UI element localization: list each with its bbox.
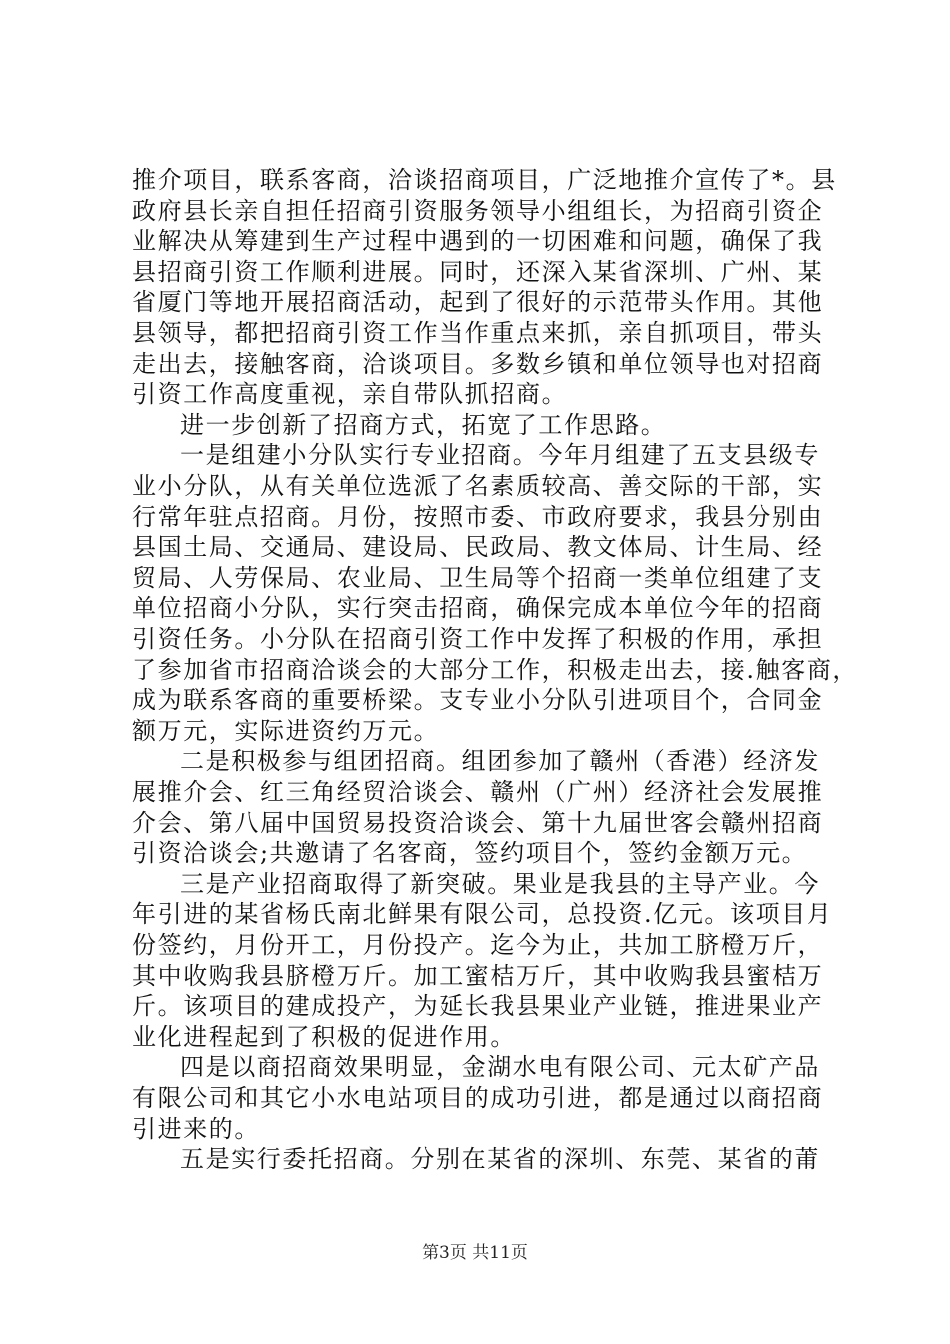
body-line: 介会、第八届中国贸易投资洽谈会、第十九届世客会赣州招商 (132, 809, 824, 837)
body-line: 推介项目，联系客商，洽谈招商项目，广泛地推介宣传了*。县 (132, 166, 837, 194)
body-line: 引进来的。 (132, 1115, 260, 1143)
body-line: 业小分队，从有关单位选派了名素质较高、善交际的干部，实 (132, 472, 824, 500)
body-line: 了参加省市招商洽谈会的大部分工作，积极走出去，接.触客商， (132, 656, 859, 684)
body-line: 业化进程起到了积极的促进作用。 (132, 1023, 516, 1051)
body-line: 县领导，都把招商引资工作当作重点来抓，亲自抓项目，带头 (132, 319, 824, 347)
paragraph-start-line: 一是组建小分队实行专业招商。今年月组建了五支县级专 (180, 441, 820, 469)
body-line: 份签约，月份开工，月份投产。迄今为止，共加工脐橙万斤， (132, 931, 824, 959)
body-line: 成为联系客商的重要桥梁。支专业小分队引进项目个，合同金 (132, 686, 824, 714)
body-line: 引资工作高度重视，亲自带队抓招商。 (132, 380, 568, 408)
body-line: 行常年驻点招商。月份，按照市委、市政府要求，我县分别由 (132, 503, 824, 531)
body-line: 引资任务。小分队在招商引资工作中发挥了积极的作用，承担 (132, 625, 824, 653)
paragraph-start-line: 二是积极参与组团招商。组团参加了赣州（香港）经济发 (180, 747, 820, 775)
body-line: 走出去，接触客商，洽谈项目。多数乡镇和单位领导也对招商 (132, 350, 824, 378)
body-line: 展推介会、红三角经贸洽谈会、赣州（广州）经济社会发展推 (132, 778, 824, 806)
body-line: 县招商引资工作顺利进展。同时，还深入某省深圳、广州、某 (132, 258, 824, 286)
body-line: 政府县长亲自担任招商引资服务领导小组组长，为招商引资企 (132, 197, 824, 225)
body-line: 县国土局、交通局、建设局、民政局、教文体局、计生局、经 (132, 533, 824, 561)
body-line: 年引进的某省杨氏南北鲜果有限公司，总投资.亿元。该项目月 (132, 900, 833, 928)
body-line: 额万元，实际进资约万元。 (132, 717, 440, 745)
body-line: 其中收购我县脐橙万斤。加工蜜桔万斤，其中收购我县蜜桔万 (132, 962, 824, 990)
body-line: 单位招商小分队，实行突击招商，确保完成本单位今年的招商 (132, 594, 824, 622)
page-footer: 第3页 共11页 (422, 1243, 528, 1263)
body-line: 斤。该项目的建成投产，为延长我县果业产业链，推进果业产 (132, 992, 824, 1020)
body-line: 贸局、人劳保局、农业局、卫生局等个招商一类单位组建了支 (132, 564, 824, 592)
paragraph-start-line: 四是以商招商效果明显，金湖水电有限公司、元太矿产品 (180, 1053, 820, 1081)
paragraph-start-line: 五是实行委托招商。分别在某省的深圳、东莞、某省的莆 (180, 1145, 820, 1173)
body-line: 业解决从筹建到生产过程中遇到的一切困难和问题，确保了我 (132, 227, 824, 255)
body-line: 有限公司和其它小水电站项目的成功引进，都是通过以商招商 (132, 1084, 824, 1112)
paragraph-heading: 进一步创新了招商方式，拓宽了工作思路。 (180, 411, 667, 439)
body-line: 省厦门等地开展招商活动，起到了很好的示范带头作用。其他 (132, 288, 824, 316)
body-line: 引资洽谈会;共邀请了名客商，签约项目个，签约金额万元。 (132, 839, 808, 867)
paragraph-start-line: 三是产业招商取得了新突破。果业是我县的主导产业。今 (180, 870, 820, 898)
